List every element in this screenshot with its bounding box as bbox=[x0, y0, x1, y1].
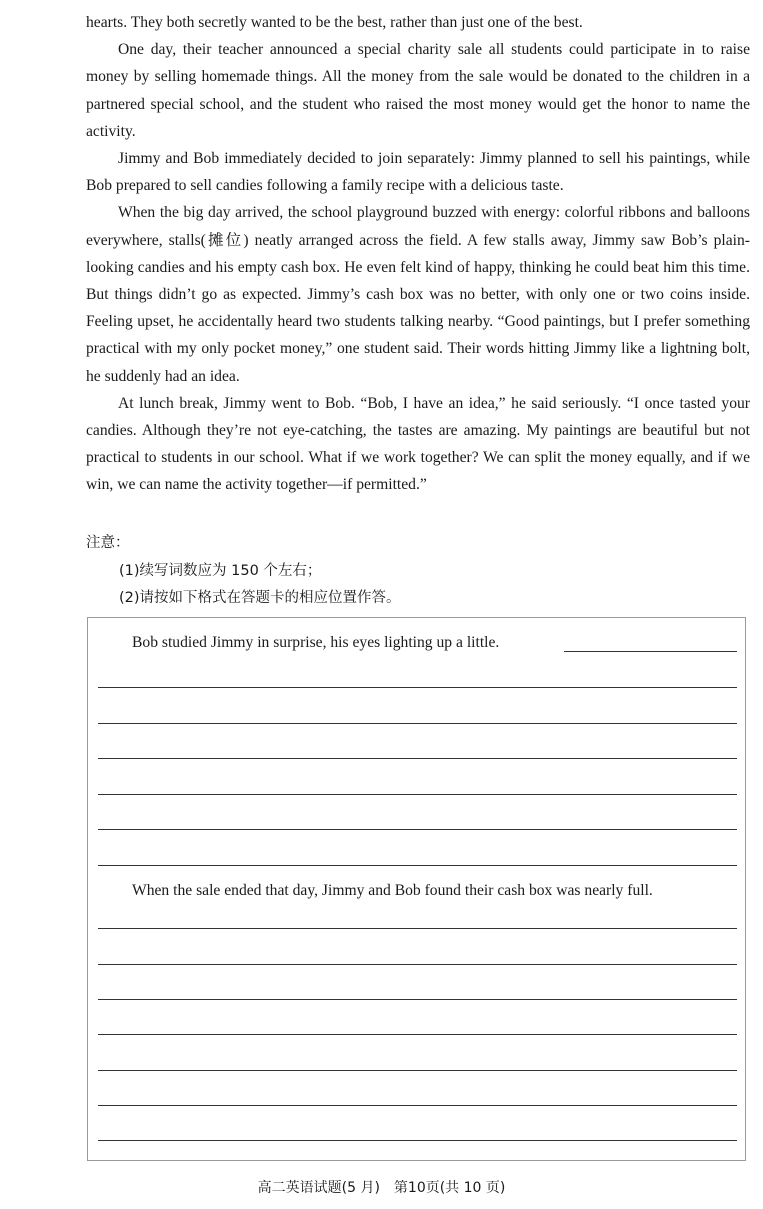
writing-line[interactable] bbox=[98, 999, 737, 1000]
passage-paragraph-2: One day, their teacher announced a special charity sale all students could participate in to raise money by selling homemade things. All the money from the sale would be donated to the children in a partnered special school, and the student who raised the most money would get the honor to name the activity. bbox=[86, 41, 750, 140]
writing-line[interactable] bbox=[98, 1070, 737, 1071]
writing-line[interactable] bbox=[98, 1140, 737, 1141]
instruction-item-1: (1)续写词数应为 150 个左右； bbox=[119, 562, 322, 579]
writing-line[interactable] bbox=[98, 723, 737, 724]
writing-line[interactable] bbox=[98, 928, 737, 929]
reading-passage bbox=[86, 9, 750, 499]
instructions-heading: 注意： bbox=[86, 535, 130, 551]
passage-paragraph-3: Jimmy and Bob immediately decided to join separately: Jimmy planned to sell his paintings, while Bob prepared to sell candies following a family recipe with a delicious taste. bbox=[86, 150, 750, 195]
passage-paragraph-5: At lunch break, Jimmy went to Bob. “Bob, I have an idea,” he said seriously. “I once tasted your candies. Although they’re not eye-catching, the tastes are amazing. My paintings are beautiful but not practical to students in our school. What if we work together? We can split the money equally, and if we win, we can name the activity together—if permitted.” bbox=[86, 394, 750, 494]
answer-box bbox=[87, 617, 746, 1161]
passage-paragraph-1: hearts. They both secretly wanted to be the best, rather than just one of the best. bbox=[86, 14, 583, 31]
passage-paragraph-4: When the big day arrived, the school playground buzzed with energy: colorful ribbons and balloons everywhere, stalls(摊位) neatly arranged across the field. A few stalls away, Jimmy saw Bob’s plain-looking candies and his empty cash box. He even felt kind of happy, thinking he could beat him this time. But things didn’t go as expected. Jimmy’s cash box was no better, with only one or two coins inside. Feeling upset, he accidentally heard two students talking nearby. “Good paintings, but I prefer something practical with my only pocket money,” one student said. Their words hitting Jimmy like a lightning bolt, he suddenly had an idea. bbox=[86, 204, 750, 385]
writing-line[interactable] bbox=[98, 687, 737, 688]
page-footer: 高二英语试题(5 月) 第10页(共 10 页) bbox=[257, 1180, 506, 1196]
writing-line[interactable] bbox=[98, 865, 737, 866]
paragraph-starter-1: Bob studied Jimmy in surprise, his eyes lighting up a little. bbox=[132, 634, 500, 651]
writing-line[interactable] bbox=[98, 964, 737, 965]
instruction-item-2: (2)请按如下格式在答题卡的相应位置作答。 bbox=[119, 590, 401, 606]
paragraph-starter-2: When the sale ended that day, Jimmy and Bob found their cash box was nearly full. bbox=[132, 882, 653, 899]
writing-line[interactable] bbox=[98, 758, 737, 759]
writing-line[interactable] bbox=[98, 829, 737, 830]
instructions bbox=[86, 530, 750, 613]
writing-line[interactable] bbox=[98, 794, 737, 795]
writing-line[interactable] bbox=[98, 1105, 737, 1106]
writing-line[interactable] bbox=[98, 1034, 737, 1035]
writing-blank[interactable] bbox=[564, 651, 737, 652]
